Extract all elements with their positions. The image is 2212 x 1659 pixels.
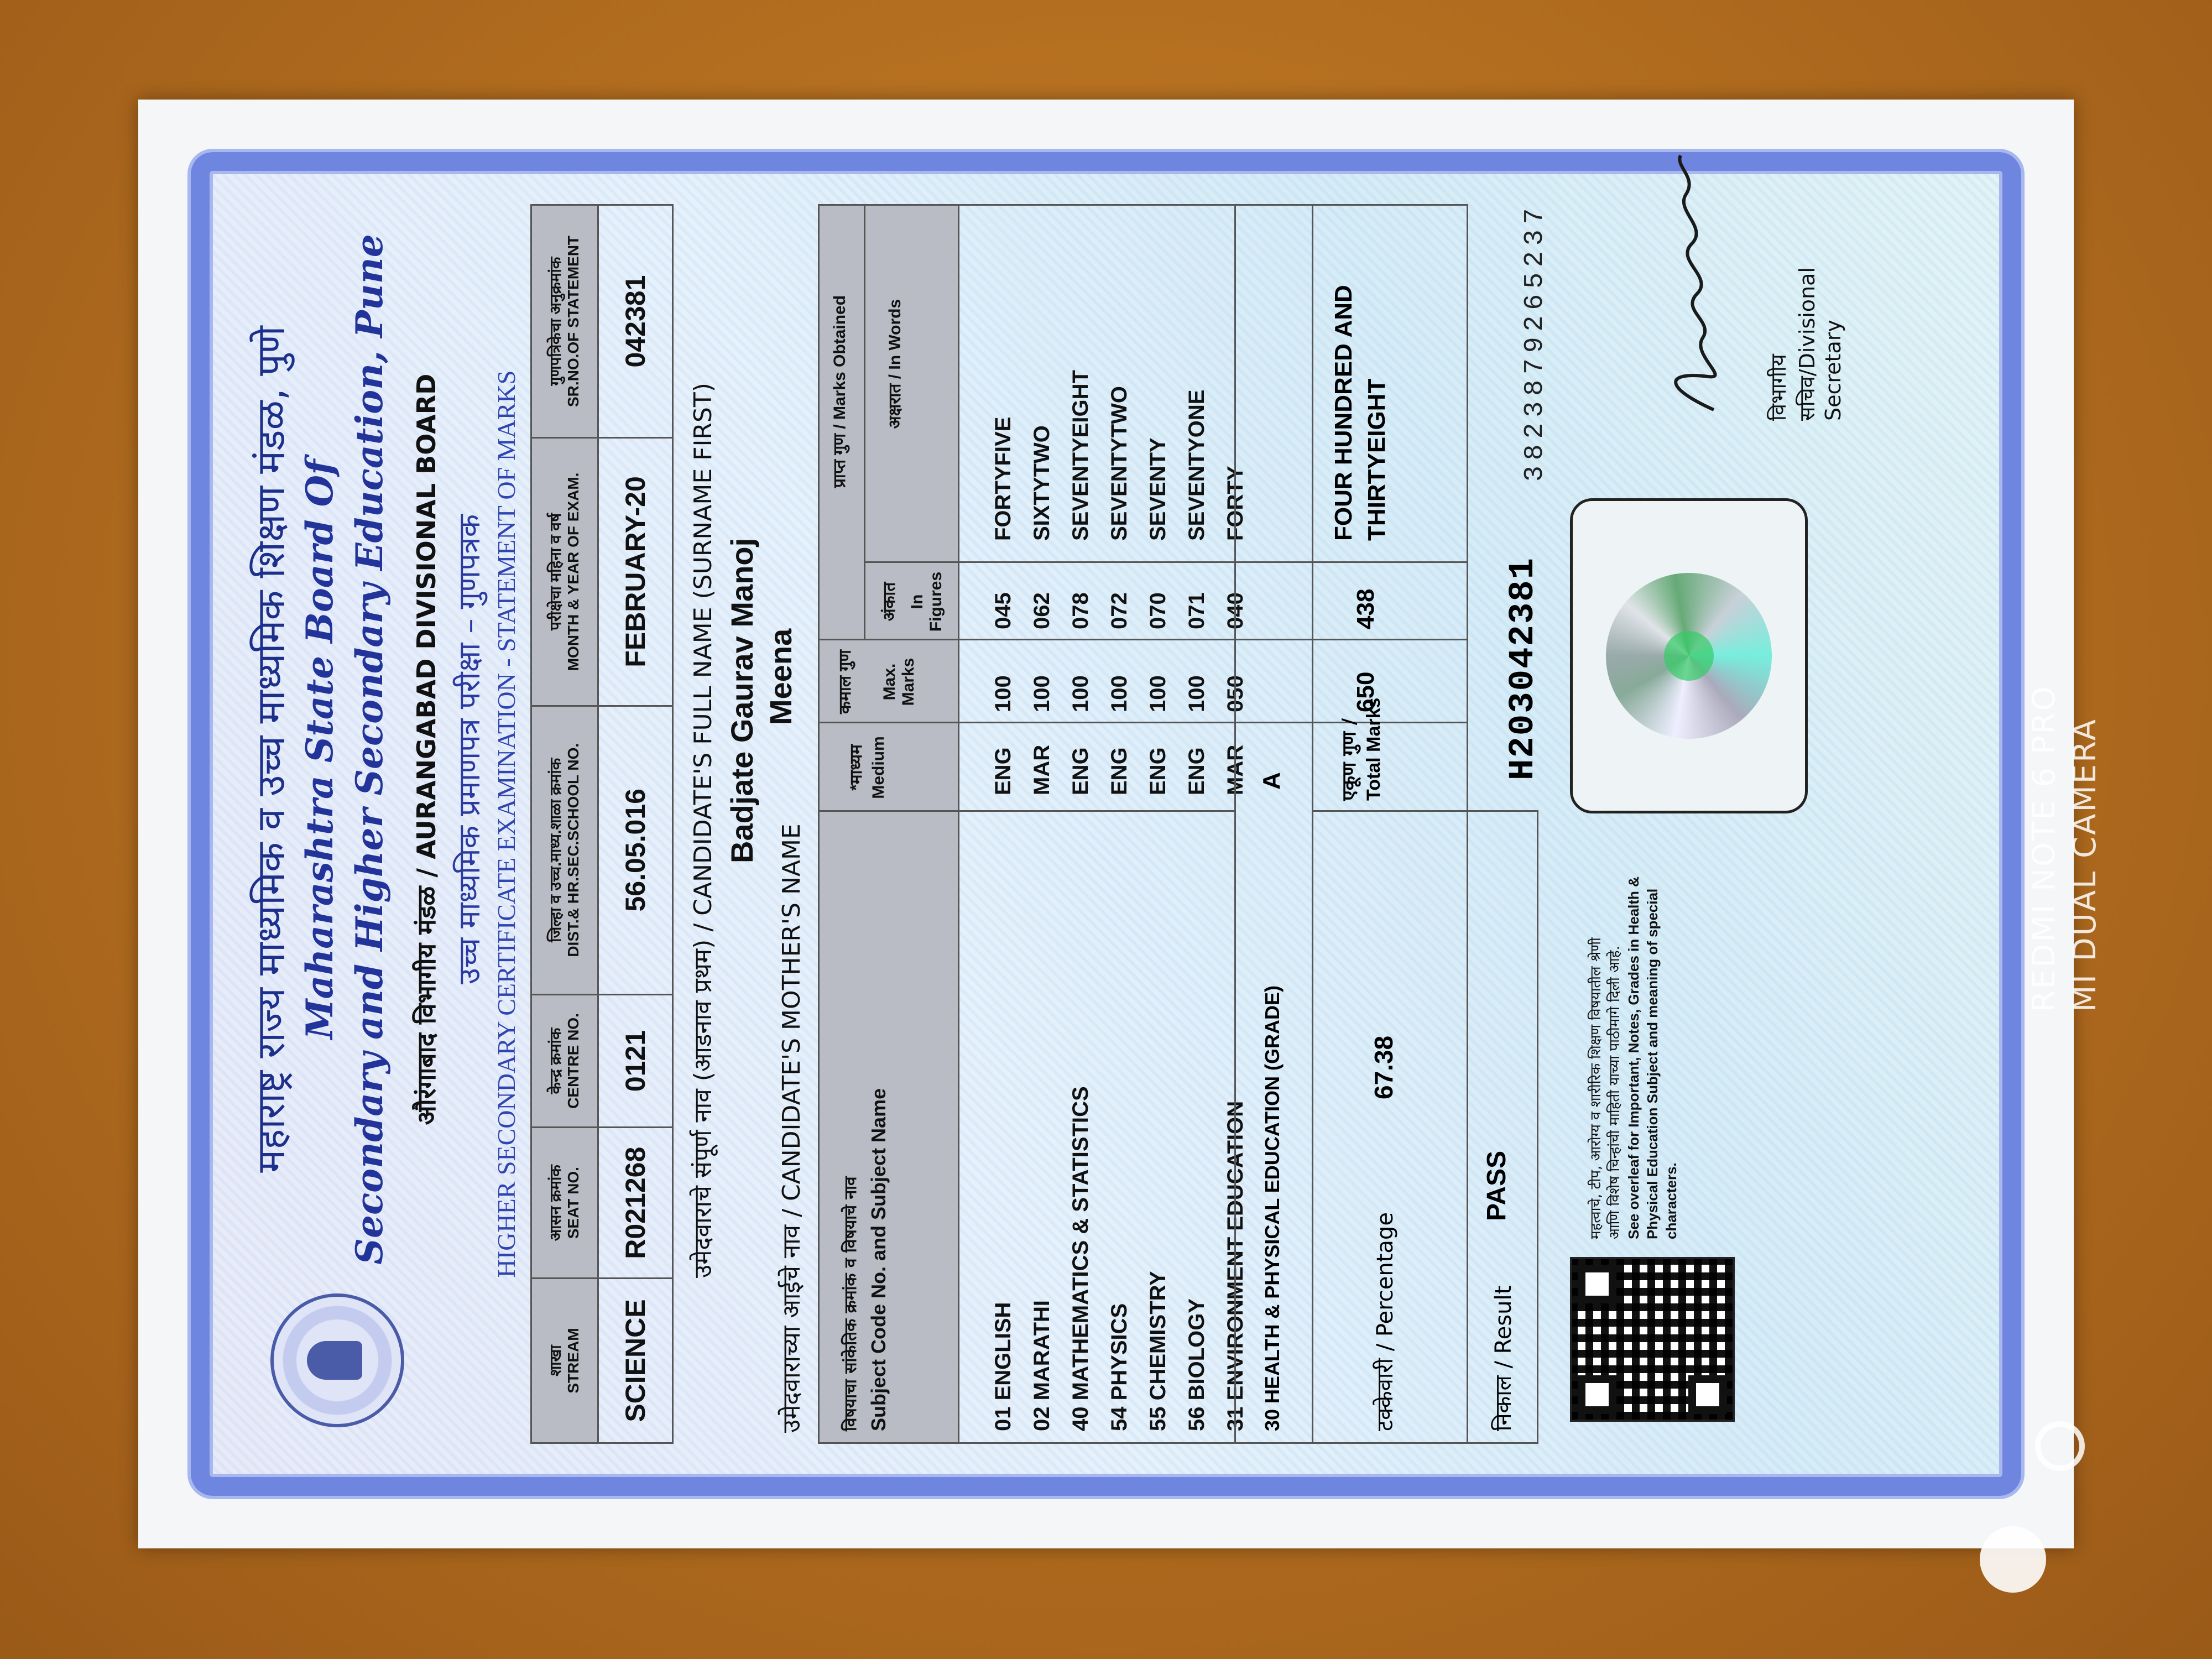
subject-row: 01 ENGLISH ENG 100 045 FORTYFIVE bbox=[991, 416, 1015, 1431]
info-table bbox=[530, 204, 674, 1444]
header-stream: शाखा STREAM bbox=[531, 1279, 598, 1443]
percentage-label: टक्केवारी / Percentage bbox=[1373, 1212, 1398, 1431]
stream-value: SCIENCE bbox=[598, 1279, 673, 1443]
total-max: 650 bbox=[1352, 671, 1379, 712]
obtained-header: प्राप्त गुण / Marks Obtained bbox=[831, 295, 849, 488]
seat-no-value: R021268 bbox=[598, 1128, 673, 1279]
hologram-box bbox=[1570, 498, 1808, 813]
header-seat-no: आसन क्रमांक SEAT NO. bbox=[531, 1128, 598, 1279]
signature bbox=[1642, 144, 1752, 421]
subject-row: 54 PHYSICS ENG 100 072 SEVENTYTWO bbox=[1107, 385, 1131, 1431]
medium-header-en: Medium bbox=[869, 736, 888, 799]
candidate-name-label: उमेदवाराचे संपूर्ण नाव (आडनाव प्रथम) / CANDIDATE'S FULL NAME (SURNAME FIRST) bbox=[689, 383, 717, 1278]
words-header: अक्षरात / In Words bbox=[886, 299, 904, 429]
statement-no-value: 042381 bbox=[598, 205, 673, 438]
camera-dot-icon bbox=[1980, 1526, 2046, 1593]
max-header-mr: कमाल गुण bbox=[836, 650, 854, 714]
camera-ring-icon bbox=[2035, 1421, 2085, 1471]
hologram-seal-icon bbox=[1606, 573, 1772, 739]
result-box bbox=[1465, 810, 1538, 1444]
board-name-english-line1: Maharashtra State Board Of bbox=[298, 459, 341, 1040]
board-name-marathi: महाराष्ट्र राज्य माध्यमिक व उच्च माध्यमिक शिक्षण मंडळ, पुणे bbox=[248, 326, 294, 1173]
total-obtained: 438 bbox=[1352, 588, 1379, 629]
subject-row: 31 ENVIRONMENT EDUCATION MAR 050 040 FORTY bbox=[1223, 466, 1248, 1431]
mother-name: Meena bbox=[763, 628, 798, 725]
subject-header-mr: विषयाचा सांकेतिक क्रमांक व विषयाचे नाव bbox=[841, 1176, 860, 1431]
board-name-english-line2: Secondary and Higher Secondary Education, Pune bbox=[348, 234, 391, 1265]
header-exam-month: परीक्षेचा महिना व वर्ष MONTH & YEAR OF EXAM. bbox=[531, 438, 598, 706]
subject-row: 40 MATHEMATICS & STATISTICS ENG 100 078 SEVENTYEIGHT bbox=[1068, 370, 1093, 1431]
serial-code: 3823879265237 bbox=[1520, 202, 1550, 482]
header-school-no: जिल्हा व उच्च.माध्य.शाळा क्रमांक DIST.& HR.SEC.SCHOOL NO. bbox=[531, 706, 598, 994]
health-grade: A bbox=[1258, 772, 1285, 790]
school-no-value: 56.05.016 bbox=[598, 706, 673, 994]
decorative-border bbox=[191, 152, 2021, 1496]
qr-code bbox=[1570, 1257, 1735, 1422]
marks-table bbox=[818, 204, 1468, 1444]
candidate-name: Badjate Gaurav Manoj bbox=[724, 538, 759, 863]
total-label-en: Total Marks bbox=[1363, 697, 1384, 801]
max-header-en: Max. Marks bbox=[880, 658, 917, 706]
header-statement-no: गुणपत्रिकेचा अनुक्रमांक SR.NO.OF STATEMENT bbox=[531, 205, 598, 438]
total-words-1: FOUR HUNDRED AND bbox=[1330, 285, 1357, 541]
figures-header-mr: अंकात bbox=[880, 582, 899, 622]
subject-row: 56 BIOLOGY ENG 100 071 SEVENTYONE bbox=[1185, 389, 1209, 1431]
board-seal-icon bbox=[270, 1293, 404, 1427]
result-label: निकाल / Result bbox=[1491, 1285, 1516, 1431]
figures-header-en: In Figures bbox=[908, 571, 945, 632]
total-label-mr: एकूण गुण / bbox=[1338, 718, 1360, 801]
exam-title-marathi: उच्च माध्यमिक प्रमाणपत्र परीक्षा – गुणपत्रक bbox=[452, 514, 487, 985]
camera-watermark: REDMI NOTE 6 PRO MI DUAL CAMERA bbox=[2026, 685, 2103, 1012]
header-centre-no: केन्द्र क्रमांक CENTRE NO. bbox=[531, 994, 598, 1128]
marksheet-paper bbox=[138, 100, 2074, 1548]
medium-header-mr: *माध्यम bbox=[847, 744, 865, 791]
percentage-value: 67.38 bbox=[1369, 1035, 1398, 1099]
exam-title-english: HIGHER SECONDARY CERTIFICATE EXAMINATION - STATEMENT OF MARKS bbox=[492, 370, 520, 1278]
marks-table-header bbox=[820, 206, 959, 1442]
mother-name-label: उमेदवाराच्या आईचे नाव / CANDIDATE'S MOTHER'S NAME bbox=[778, 823, 806, 1433]
health-label: 30 HEALTH & PHYSICAL EDUCATION (GRADE) bbox=[1261, 985, 1284, 1431]
notes-block: महत्वाचे, टीप, आरोग्य व शारीरिक शिक्षण विषयातील श्रेणी आणि विशेष चिन्हांची माहिती याच्या पाठीमागे दिली आहे. See overleaf for Important, Notes, Grades in Health & Physical Education Subject and meaning of special characters. bbox=[1588, 877, 1679, 1239]
total-words-2: THIRTYEIGHT bbox=[1363, 378, 1390, 541]
certificate-number: H203042381 bbox=[1504, 556, 1543, 780]
divisional-board: औरंगाबाद विभागीय मंडळ / AURANGABAD DIVISIONAL BOARD bbox=[411, 373, 441, 1125]
centre-no-value: 0121 bbox=[598, 994, 673, 1128]
subject-row: 02 MARATHI MAR 100 062 SIXTYTWO bbox=[1030, 425, 1054, 1431]
subject-header-en: Subject Code No. and Subject Name bbox=[867, 1088, 890, 1431]
subject-row: 55 CHEMISTRY ENG 100 070 SEVENTY bbox=[1146, 437, 1170, 1431]
result-value: PASS bbox=[1482, 1150, 1511, 1221]
exam-month-value: FEBRUARY-20 bbox=[598, 438, 673, 706]
signatory-title: विभागीय सचिव/Divisional Secretary bbox=[1766, 267, 1845, 421]
